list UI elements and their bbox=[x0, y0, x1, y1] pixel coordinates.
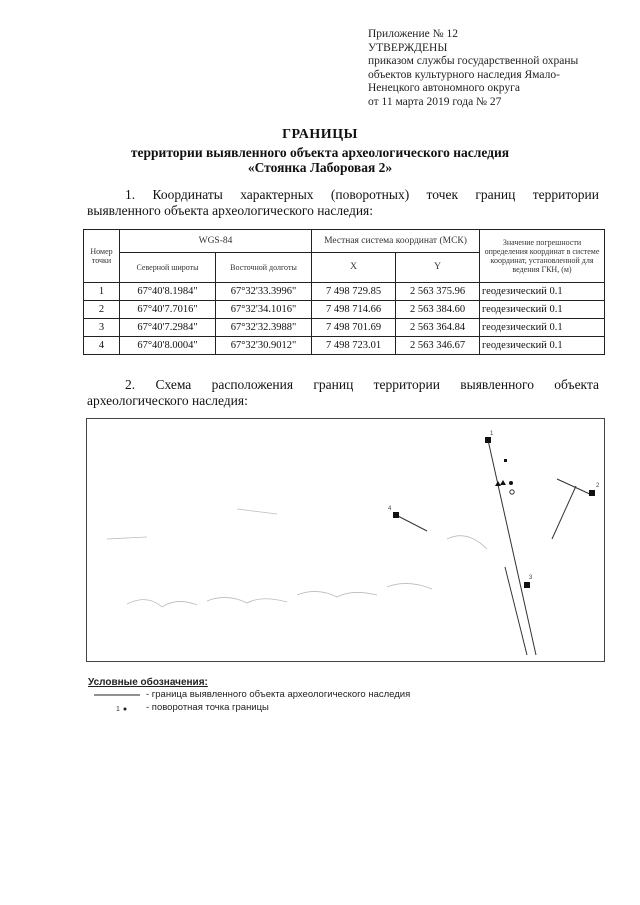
site-marker bbox=[504, 459, 507, 462]
scheme-drawing bbox=[87, 419, 604, 661]
legend-boundary-text: - граница выявленного объекта археологического наследия bbox=[146, 689, 411, 700]
approval-block bbox=[368, 28, 628, 109]
approved-label: УТВЕРЖДЕНЫ bbox=[368, 41, 448, 54]
cell-y: 2 563 384.60 bbox=[396, 301, 480, 319]
header-north-latitude: Северной широты bbox=[120, 253, 216, 283]
cell-accuracy: геодезический 0.1 bbox=[480, 337, 605, 355]
site-name: «Стоянка Лаборовая 2» bbox=[247, 160, 393, 175]
cell-accuracy: геодезический 0.1 bbox=[480, 319, 605, 337]
legend-point-text: - поворотная точка границы bbox=[146, 702, 269, 713]
cell-x: 7 498 714.66 bbox=[312, 301, 396, 319]
appendix-number: Приложение № 12 bbox=[368, 28, 458, 40]
turning-point-marker bbox=[589, 490, 595, 496]
cell-x: 7 498 723.01 bbox=[312, 337, 396, 355]
section-1-line: 1. Координаты характерных (поворотных) точек границ территории bbox=[125, 187, 599, 202]
boundary-line bbox=[488, 440, 536, 655]
table-row bbox=[84, 301, 605, 319]
boundary-line bbox=[557, 479, 592, 495]
cell-point-number: 4 bbox=[84, 337, 120, 355]
turning-point-marker bbox=[524, 582, 530, 588]
cell-y: 2 563 346.67 bbox=[396, 337, 480, 355]
section-1-line: выявленного объекта археологического наследия: bbox=[87, 203, 374, 218]
table-row bbox=[84, 337, 605, 355]
cell-east-longitude: 67°32'30.9012" bbox=[216, 337, 312, 355]
site-marker bbox=[500, 480, 506, 485]
section-2-heading bbox=[87, 377, 599, 409]
approval-order-line: Ненецкого автономного округа bbox=[368, 82, 520, 94]
approval-order-line: объектов культурного наследия Ямало- bbox=[368, 68, 560, 81]
cell-point-number: 2 bbox=[84, 301, 120, 319]
document-title: ГРАНИЦЫ bbox=[282, 127, 358, 142]
cell-east-longitude: 67°32'33.3996" bbox=[216, 283, 312, 301]
cell-east-longitude: 67°32'32.3988" bbox=[216, 319, 312, 337]
approval-date: от 11 марта 2019 года № 27 bbox=[368, 95, 502, 108]
header-x: X bbox=[312, 253, 396, 283]
cell-x: 7 498 729.85 bbox=[312, 283, 396, 301]
background-texture bbox=[107, 509, 487, 607]
boundary-line bbox=[505, 567, 527, 655]
point-label: 3 bbox=[529, 575, 533, 581]
turning-points bbox=[393, 437, 595, 588]
header-local-system: Местная система координат (МСК) bbox=[312, 230, 480, 253]
coordinates-table-body bbox=[84, 283, 605, 355]
cell-east-longitude: 67°32'34.1016" bbox=[216, 301, 312, 319]
boundary-line bbox=[552, 486, 576, 539]
table-row bbox=[84, 319, 605, 337]
section-1-heading bbox=[87, 187, 599, 219]
legend-item-point bbox=[88, 702, 269, 714]
header-wgs84: WGS-84 bbox=[120, 230, 312, 253]
turning-point-marker bbox=[393, 512, 399, 518]
cell-y: 2 563 375.96 bbox=[396, 283, 480, 301]
cell-y: 2 563 364.84 bbox=[396, 319, 480, 337]
approval-order-line: приказом службы государственной охраны bbox=[368, 55, 579, 67]
cell-accuracy: геодезический 0.1 bbox=[480, 283, 605, 301]
boundary-line bbox=[396, 515, 427, 531]
coordinates-table bbox=[83, 229, 605, 355]
cell-north-latitude: 67°40'8.1984" bbox=[120, 283, 216, 301]
legend bbox=[88, 677, 411, 714]
legend-point-symbol: 1 bbox=[116, 706, 120, 713]
cell-north-latitude: 67°40'7.7016" bbox=[120, 301, 216, 319]
cell-point-number: 1 bbox=[84, 283, 120, 301]
site-marker bbox=[495, 481, 501, 486]
cell-accuracy: геодезический 0.1 bbox=[480, 301, 605, 319]
header-east-longitude: Восточной долготы bbox=[216, 253, 312, 283]
point-label: 2 bbox=[596, 483, 600, 489]
section-2-line: 2. Схема расположения границ территории выявленного объекта bbox=[125, 377, 599, 392]
boundary-line-icon bbox=[88, 689, 144, 701]
legend-heading: Условные обозначения: bbox=[88, 677, 208, 688]
header-point-number: Номер точки bbox=[84, 230, 120, 283]
point-label: 4 bbox=[388, 506, 392, 512]
turning-point-marker bbox=[485, 437, 491, 443]
table-row bbox=[84, 283, 605, 301]
header-accuracy: Значение погрешности определения координат в системе координат, установленной для ведения ГКН, (м) bbox=[480, 230, 605, 283]
boundary-lines bbox=[396, 440, 592, 655]
boundary-scheme bbox=[86, 418, 605, 662]
cell-north-latitude: 67°40'7.2984" bbox=[120, 319, 216, 337]
turning-point-icon bbox=[88, 702, 144, 714]
cell-x: 7 498 701.69 bbox=[312, 319, 396, 337]
site-marker bbox=[509, 481, 513, 485]
site-marker bbox=[510, 490, 514, 494]
section-2-line: археологического наследия: bbox=[87, 393, 248, 408]
header-y: Y bbox=[396, 253, 480, 283]
point-label: 1 bbox=[490, 431, 494, 437]
cell-north-latitude: 67°40'8.0004" bbox=[120, 337, 216, 355]
cell-point-number: 3 bbox=[84, 319, 120, 337]
document-subtitle: территории выявленного объекта археологического наследия bbox=[130, 145, 510, 160]
legend-item-boundary bbox=[88, 689, 411, 701]
